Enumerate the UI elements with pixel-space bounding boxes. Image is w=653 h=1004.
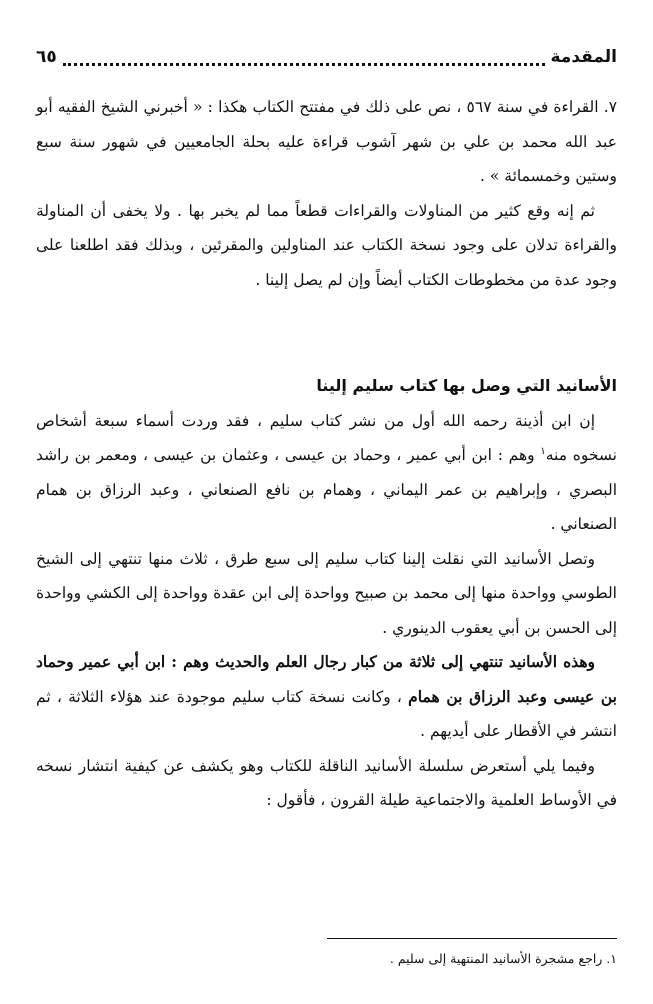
- paragraph-manuscripts: ثم إنه وقع كثير من المناولات والقراءات قطعاً مما لم يخبر بها . ولا يخفى أن المناولة والقراءة تدلان على وجود نسخة الكتاب عند المناولين والمقرئين ، وبذلك فقد اطلعنا على وجود عدة من مخطوطات الكتاب أيضاً وإن لم يصل إلينا .: [36, 201, 617, 289]
- footnote: ١. راجع مشجرة الأسانيد المنتهية إلى سليم .: [389, 951, 617, 966]
- page-number: ٦٥: [36, 47, 57, 67]
- paragraph-chain-review: وفيما يلي أستعرض سلسلة الأسانيد الناقلة للكتاب وهو يكشف عن كيفية انتشار نسخه في الأوساط العلمية والاجتماعية طيلة القرون ، فأقول :: [36, 756, 617, 809]
- header-leader-dots: [63, 49, 545, 66]
- footnote-marker: ١: [540, 445, 546, 457]
- paragraph-three-narrators: [36, 645, 617, 749]
- body-text: [36, 90, 617, 818]
- paragraph-ibn-udhayna-names: وهم : ابن أبي عمير ، وحماد بن عيسى ، وعثمان بن عيسى ، ومعمر بن راشد البصري ، وإبراهيم بن عمر اليماني ، وهمام بن نافع الصنعاني ، وعبد الرزاق بن همام الصنعاني .: [36, 446, 617, 533]
- footnote-divider: [327, 938, 617, 939]
- paragraph-ibn-udhayna: [36, 404, 617, 542]
- paragraph-ibn-udhayna-text: إن ابن أذينة رحمه الله أول من نشر كتاب سليم ، فقد وردت أسماء سبعة أشخاص نسخوه منه: [36, 411, 617, 464]
- chapter-title: المقدمة: [550, 47, 617, 67]
- section-spacer: [36, 297, 617, 369]
- running-header: [36, 42, 617, 72]
- section-heading: الأسانيد التي وصل بها كتاب سليم إلينا: [316, 376, 617, 395]
- three-narrators-rest: ، وكانت نسخة كتاب سليم موجودة عند هؤلاء الثلاثة ، ثم انتشر في الأقطار على أيديهم .: [36, 687, 617, 740]
- three-narrators-intro: وهذه الأسانيد تنتهي إلى ثلاثة من كبار رجال العلم والحديث وهم :: [165, 652, 595, 671]
- paragraph-seven-routes: وتصل الأسانيد التي نقلت إلينا كتاب سليم إلى سبع طرق ، ثلاث منها تنتهي إلى الشيخ الطوسي وواحدة منها إلى محمد بن صبيح وواحدة إلى ابن عقدة وواحدة إلى الكشي وواحدة إلى الحسن بن أبي يعقوب الدينوري .: [36, 549, 617, 637]
- paragraph-reading-567: ٧. القراءة في سنة ٥٦٧ ، نص على ذلك في مفتتح الكتاب هكذا : « أخبرني الشيخ الفقيه أبو عبد الله محمد بن علي بن شهر آشوب قراءة عليه بحلة الجامعيين في شهور سنة سبع وستين وخمسمائة » .: [36, 98, 618, 185]
- three-narrators-names: ابن أبي عمير وحماد بن عيسى وعبد الرزاق بن همام: [36, 652, 617, 706]
